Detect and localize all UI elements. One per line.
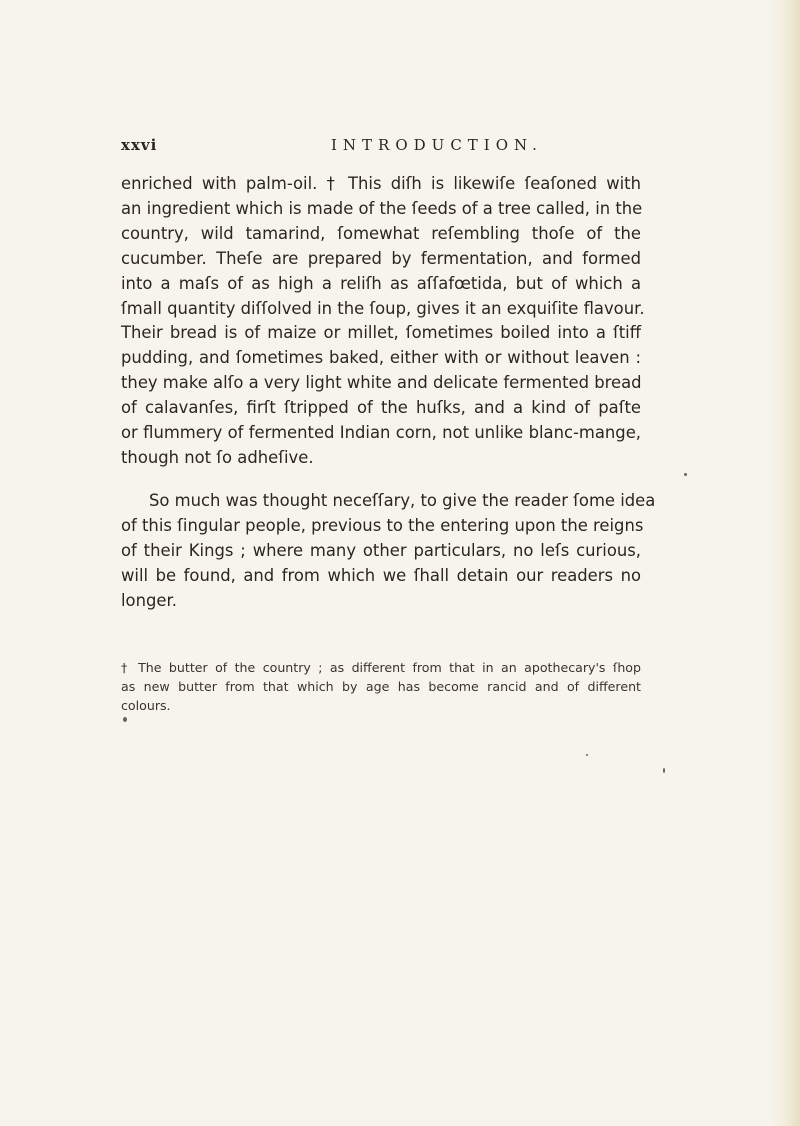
text-line: or flummery of fermented Indian corn, not unlike blanc-mange, <box>121 423 641 443</box>
page-number: xxvi <box>121 136 158 154</box>
footnote <box>121 658 641 715</box>
paper-speck <box>586 754 588 756</box>
text-line: Their bread is of maize or millet, ſometimes boiled into a ſtiff <box>121 323 641 343</box>
paper-speck <box>663 768 665 773</box>
text-line: will be found, and from which we ſhall detain our readers no <box>121 565 641 585</box>
text-line: enriched with palm-oil. † This diſh is likewiſe ſeaſoned with <box>121 174 641 193</box>
paragraph-gap <box>121 471 641 489</box>
page-header <box>121 136 641 158</box>
text-line: longer. <box>121 590 177 610</box>
paper-speck <box>123 717 127 722</box>
text-line: of calavanſes, firſt ſtripped of the huſks, and a kind of paſte <box>121 398 641 418</box>
text-line: pudding, and ſometimes baked, either with or without leaven : <box>121 348 641 368</box>
text-line: into a maſs of as high a reliſh as aſſafœtida, but of which a <box>121 273 641 293</box>
text-line: they make alſo a very light white and delicate fermented bread <box>121 373 642 393</box>
text-line: ſmall quantity diſſolved in the ſoup, gives it an exquiſite flavour. <box>121 298 645 318</box>
text-line: country, wild tamarind, ſomewhat reſembling thoſe of the <box>121 223 641 243</box>
text-line: an ingredient which is made of the ſeeds of a tree called, in the <box>121 198 643 218</box>
paper-speck <box>684 473 687 476</box>
text-line: of this ſingular people, previous to the entering upon the reigns <box>121 515 644 535</box>
running-title: INTRODUCTION. <box>331 136 543 154</box>
text-line: though not ſo adheſive. <box>121 447 314 467</box>
paragraph-2 <box>121 489 656 614</box>
text-line: cucumber. Theſe are prepared by fermentation, and formed <box>121 248 641 268</box>
footnote-line: as new butter from that which by age has become rancid and of different <box>121 679 641 694</box>
paragraph-1 <box>121 172 645 471</box>
text-line: So much was thought neceſſary, to give the reader ſome idea <box>149 490 656 510</box>
footnote-line: † The butter of the country ; as different from that in an apothecary's ſhop <box>121 660 641 675</box>
main-text <box>121 172 656 613</box>
text-line: of their Kings ; where many other particulars, no leſs curious, <box>121 540 641 560</box>
footnote-line: colours. <box>121 698 171 713</box>
